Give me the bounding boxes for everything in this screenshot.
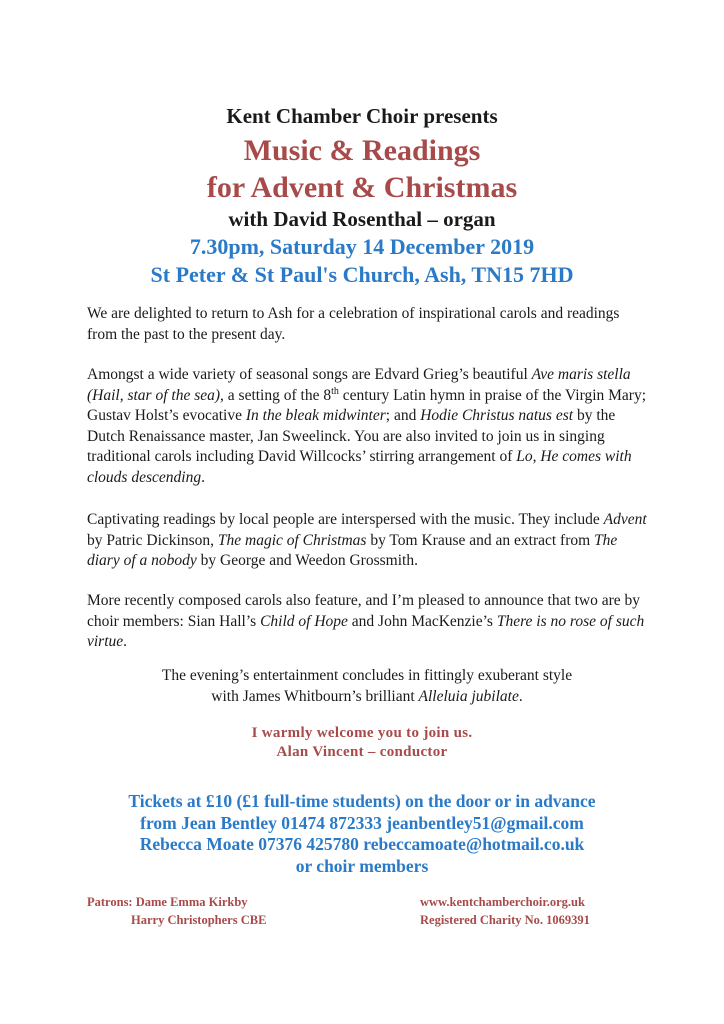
work-title: Ave maris stella (Hail, star of the sea) xyxy=(87,366,631,404)
ordinal-suffix: th xyxy=(331,385,339,397)
text-run: The evening’s entertainment concludes in fittingly exuberant style xyxy=(161,667,573,684)
welcome-text: I warmly welcome you to join us. xyxy=(251,725,473,741)
event-title-line1: Music & Readings xyxy=(243,134,481,167)
text-run: with James Whitbourn’s brilliant xyxy=(211,687,419,705)
work-title: Alleluia jubilate xyxy=(418,687,519,705)
patron-2: Harry Christophers CBE xyxy=(131,913,267,927)
work-title: Advent xyxy=(603,511,647,528)
text-run: Captivating readings by local people are interspersed with the music. They include xyxy=(87,511,604,528)
text-run: . xyxy=(123,633,128,650)
work-title: Lo, He comes with clouds descending xyxy=(87,448,632,486)
event-title-line2: for Advent & Christmas xyxy=(206,171,518,204)
work-title: In the bleak midwinter xyxy=(245,407,386,424)
text-run: by George and Weedon Grossmith. xyxy=(196,552,418,569)
patrons-block xyxy=(87,893,266,929)
org-info-block xyxy=(420,893,590,929)
text-run: . xyxy=(201,468,205,486)
ticket-contact-rebecca: Rebecca Moate 07376 425780 rebeccamoate@hotmail.co.uk xyxy=(139,834,585,854)
ticket-info xyxy=(0,791,724,877)
carols-paragraph xyxy=(87,591,647,653)
text-run: More recently composed carols also feature, and I’m pleased to announce that two are by choir members: Sian Hall’s xyxy=(87,592,641,630)
finale-paragraph xyxy=(87,666,647,707)
text-run: Amongst a wide variety of seasonal songs are Edvard Grieg’s beautiful xyxy=(87,366,532,383)
website-link[interactable]: www.kentchamberchoir.org.uk xyxy=(420,895,585,909)
conductor-name: Alan Vincent – conductor xyxy=(276,744,448,760)
work-title: The magic of Christmas xyxy=(217,531,367,549)
text-run: ; and xyxy=(385,407,421,424)
charity-number: Registered Charity No. 1069391 xyxy=(420,913,590,927)
ticket-price: Tickets at £10 (£1 full-time students) on the door or in advance xyxy=(128,791,596,811)
text-run: by the Dutch Renaissance master, Jan Sweelinck. You are also invited to join us in singing traditional carols including David Willcocks’ stirring arrangement of xyxy=(87,407,616,465)
text-run: . xyxy=(518,687,523,705)
text-run: , a setting of the 8 xyxy=(220,386,332,404)
event-venue: St Peter & St Paul's Church, Ash, TN15 7HD xyxy=(150,262,574,287)
event-date: 7.30pm, Saturday 14 December 2019 xyxy=(189,234,535,259)
conductor-signoff xyxy=(0,724,724,762)
ticket-contact-jean: from Jean Bentley 01474 872333 jeanbentley51@gmail.com xyxy=(140,812,584,833)
intro-paragraph: We are delighted to return to Ash for a celebration of inspirational carols and readings from the past to the present day. xyxy=(87,305,620,343)
work-title: Child of Hope xyxy=(260,612,348,630)
text-run: century Latin hymn in praise of the Virgin Mary; Gustav Holst’s evocative xyxy=(87,386,647,424)
text-run: and John MacKenzie’s xyxy=(347,612,497,630)
ticket-choir-members: or choir members xyxy=(295,855,429,876)
songs-paragraph xyxy=(87,365,647,488)
text-run: by Tom Krause and an extract from xyxy=(366,531,595,549)
work-title: Hodie Christus natus est xyxy=(420,407,574,424)
readings-paragraph xyxy=(87,510,647,572)
patron-1: Patrons: Dame Emma Kirkby xyxy=(87,895,248,909)
text-run: by Patric Dickinson, xyxy=(87,531,218,549)
work-title: There is no rose of such virtue xyxy=(87,612,645,650)
work-title: The diary of a nobody xyxy=(87,531,618,569)
presents-heading: Kent Chamber Choir presents xyxy=(226,104,498,128)
organist-line: with David Rosenthal – organ xyxy=(228,207,496,231)
